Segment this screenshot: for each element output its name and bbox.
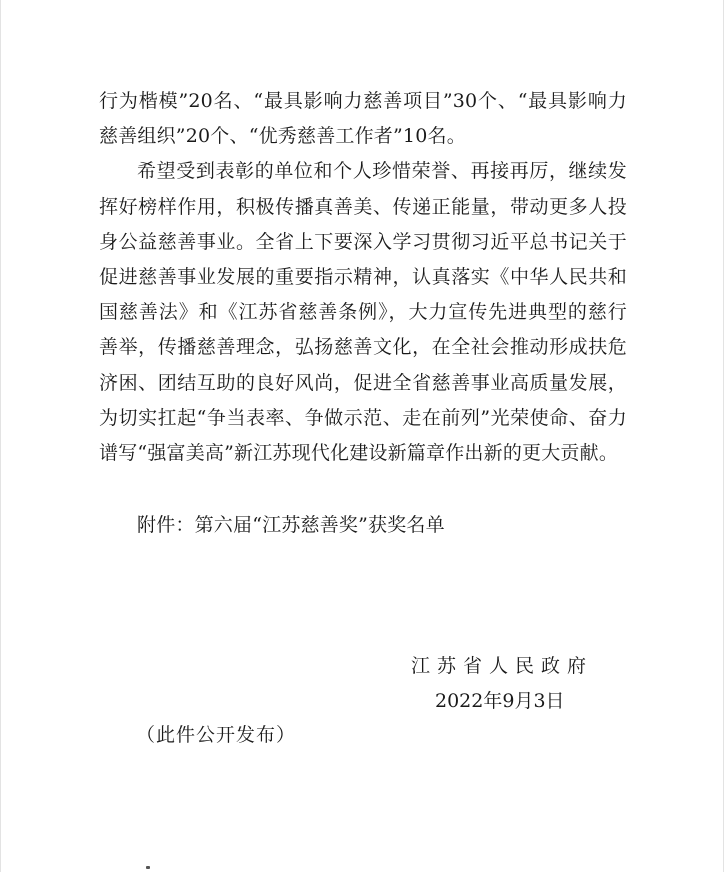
attachment-line: 附件：第六届“江苏慈善奖”获奖名单 (137, 514, 445, 536)
issue-date: 2022年9月3日 (435, 690, 565, 712)
scan-artifact (146, 866, 150, 869)
issuing-authority: 江苏省人民政府 (411, 655, 594, 677)
release-notice: （此件公开发布） (136, 724, 297, 746)
document-body (99, 84, 627, 471)
paragraph-award-counts: 行为楷模”20名、“最具影响力慈善项目”30个、“最具影响力慈善组织”20个、“优秀慈善工作者”10名。 (99, 90, 627, 148)
paragraph-expectations: 希望受到表彰的单位和个人珍惜荣誉、再接再厉，继续发挥好榜样作用，积极传播真善美、传递正能量，带动更多人投身公益慈善事业。全省上下要深入学习贯彻习近平总书记关于促进慈善事业发展的重要指示精神，认真落实《中华人民共和国慈善法》和《江苏省慈善条例》，大力宣传先进典型的慈行善举，传播慈善理念，弘扬慈善文化，在全社会推动形成扶危济困、团结互助的良好风尚，促进全省慈善事业高质量发展，为切实扛起“争当表率、争做示范、走在前列”光荣使命、奋力谱写“强富美高”新江苏现代化建设新篇章作出新的更大贡献。 (99, 160, 627, 465)
